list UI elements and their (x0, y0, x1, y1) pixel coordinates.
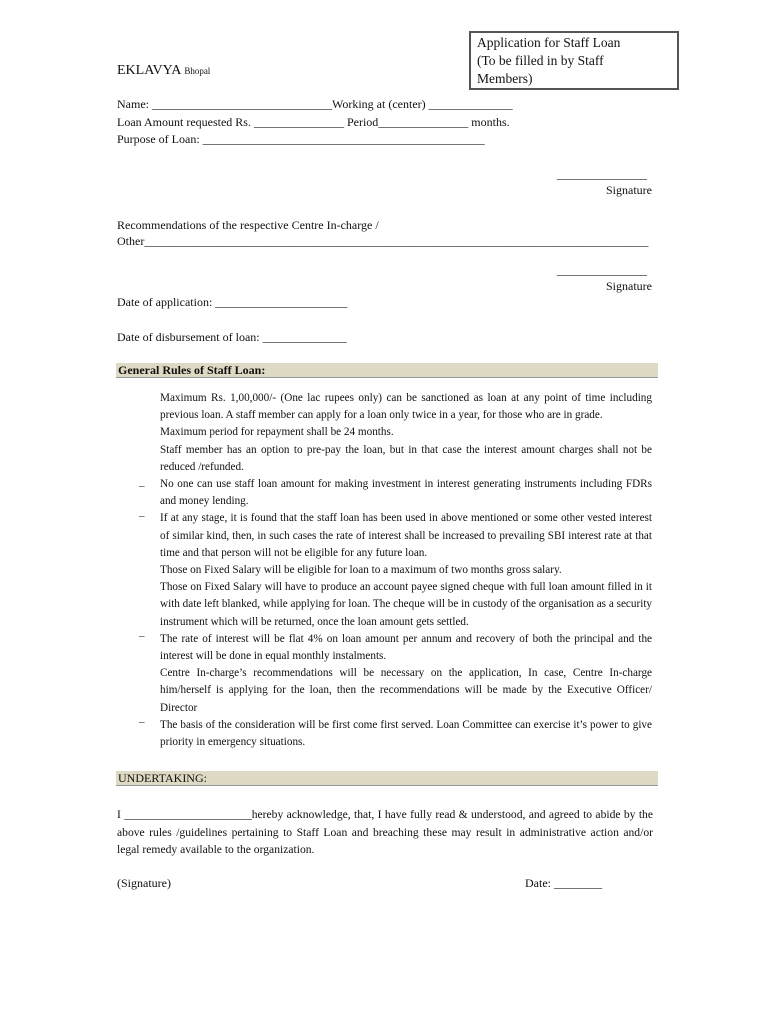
undertaking-signature-label[interactable]: (Signature) (117, 876, 171, 890)
undertaking-heading-text: UNDERTAKING: (118, 771, 207, 785)
rules-list (160, 390, 652, 751)
loan-amount-field-line[interactable]: Loan Amount requested Rs. _______________ Period_______________ months. (117, 115, 510, 129)
rule-item: Maximum period for repayment shall be 24 months. (160, 426, 394, 439)
rule-item: Those on Fixed Salary will be eligible for loan to a maximum of two months gross salary. (160, 564, 562, 577)
signature-line[interactable]: _______________ (557, 263, 647, 277)
rule-item: The rate of interest will be flat 4% on loan amount per annum and recovery of both the principal and the interest will be done in equal monthly instalments. (160, 632, 652, 663)
rule-item: Staff member has an option to pre-pay the loan, but in that case the interest amount charges shall not be reduced /refunded. (160, 443, 652, 473)
bullet-dash: – (139, 480, 145, 492)
rule-item: No one can use staff loan amount for making investment in interest generating instruments including FDRs and money lending. (160, 478, 652, 508)
organization-name (117, 63, 210, 79)
rule-item: The basis of the consideration will be first come first served. Loan Committee can exercise it’s power to give priority in emergency situations. (160, 718, 652, 749)
name-field-line[interactable]: Name: ______________________________Working at (center) ______________ (117, 97, 513, 111)
signature-label: Signature (606, 183, 652, 197)
rule-item: If at any stage, it is found that the staff loan has been used in above mentioned or some other vested interest of similar kind, then, in such cases the rate of interest shall be increased to prevailing SBI interest rate at that time and that person will not be eligible for any future loan. (160, 512, 652, 559)
recommendation-field-line[interactable]: Other____________________________________________________________________________________ (117, 234, 649, 248)
undertaking-date-field[interactable]: Date: ________ (525, 876, 602, 890)
rule-item: Centre In-charge’s recommendations will be necessary on the application, In case, Centre In-charge him/herself is applying for the loan, then the recommendations will be made by the Executive Officer/ Director (160, 667, 652, 714)
bullet-dash: – (139, 716, 145, 728)
org-name-text: EKLAVYA (117, 63, 182, 78)
signature-label: Signature (606, 279, 652, 293)
bullet-dash: – (139, 510, 145, 522)
rule-item: Those on Fixed Salary will have to produce an account payee signed cheque with full loan amount filled in it with date left blanked, while applying for loan. The cheque will be in custody of the organisation as a security instrument which will be returned, once the loan amount gets settled. (160, 581, 653, 628)
general-rules-heading-text: General Rules of Staff Loan: (118, 363, 266, 377)
org-city-text: Bhopal (184, 66, 211, 76)
form-title-line: (To be filled in by Staff (477, 53, 604, 68)
form-title-line: Application for Staff Loan (477, 35, 621, 50)
undertaking-statement: I ______________________hereby acknowledge, that, I have fully read & understood, and agreed to abide by the above rules /guidelines pertaining to Staff Loan and breaching these may result in administrative action and/or legal remedy available to the organization. (117, 808, 653, 856)
form-title-line: Members) (477, 71, 533, 86)
date-of-disbursement-field[interactable]: Date of disbursement of loan: ______________ (117, 330, 347, 344)
rule-item: Maximum Rs. 1,00,000/- (One lac rupees only) can be sanctioned as loan at any point of time including previous loan. A staff member can apply for a loan only twice in a year, for those who are in grade. (160, 392, 652, 422)
purpose-field-line[interactable]: Purpose of Loan: _______________________________________________ (117, 132, 485, 146)
bullet-dash: – (139, 630, 145, 642)
recommendation-label: Recommendations of the respective Centre In-charge / (117, 218, 379, 232)
general-rules-heading (116, 363, 658, 378)
date-of-application-field[interactable]: Date of application: ______________________ (117, 295, 348, 309)
form-title-box (469, 31, 679, 90)
undertaking-heading (116, 771, 658, 786)
signature-line[interactable]: _______________ (557, 167, 647, 181)
